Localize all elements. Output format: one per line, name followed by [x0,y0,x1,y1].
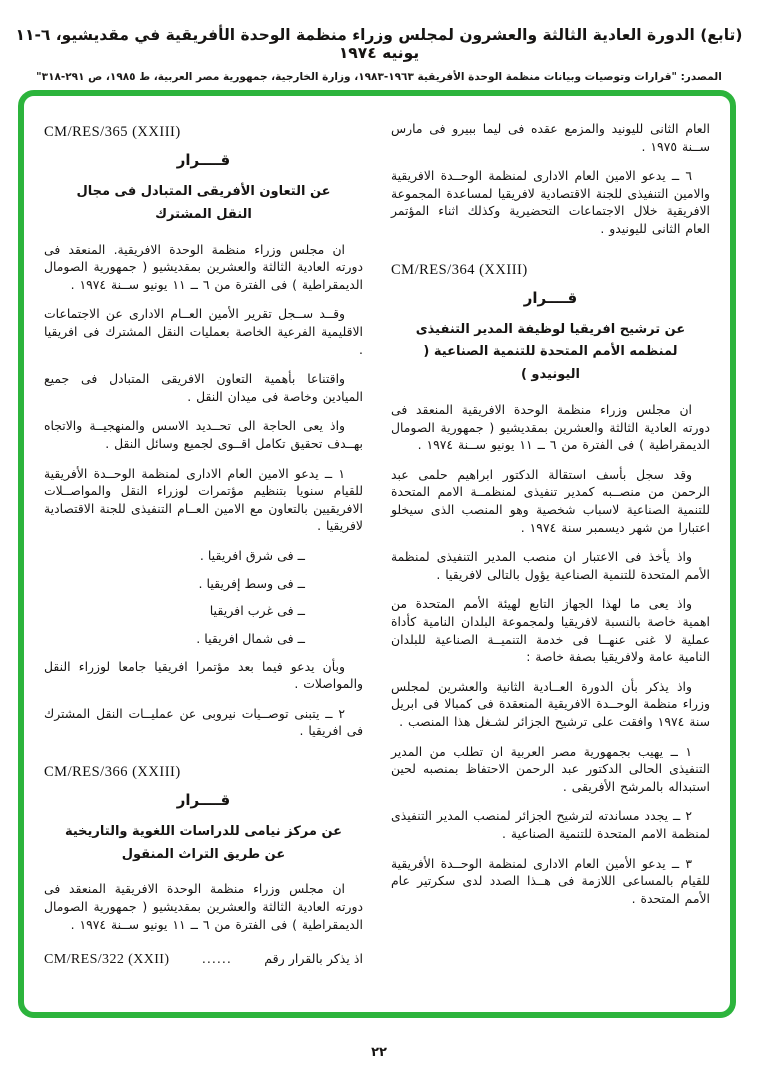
green-frame [18,90,736,1018]
paragraph: وبأن يدعو فيما بعد مؤتمرا افريقيا جامعا لوزراء النقل والمواصلات . [44,658,363,692]
paragraph: ٦ ــ يدعو الامين العام الادارى لمنظمة الوحــدة الافريقية والامين التنفيذى للجنة الاقتصادية لافريقيا لمساعدة المجموعة الافريقية خلال الاجتماعات التحضيرية وكذلك اثناء المؤتمر العام الثانى لليونيدو . [391,168,710,237]
list-item: ــ فى وسط إفريقيا . [198,575,305,591]
paragraph: واذ يذكر بأن الدورة العــادية الثانية والعشرين لمجلس وزراء منظمة الوحــدة الافريقية المنعقدة فى كمبالا فى ابريل سنة ١٩٧٤ وافقت على ترشيح الجزائر لشـغل هذا المنصب . [391,678,710,730]
resolution-subtitle: عن ترشيح افريقيا لوظيفة المدير التنفيذى لمنظمه الأمم المتحدة للتنمية الصناعية ( اليونيدو ) [415,321,686,383]
ellipsis-dots: ...... [201,951,232,967]
paragraph: ٣ ــ يدعو الأمين العام الادارى لمنظمة الوحــدة الأفريقية للقيام بالمساعى اللازمة فى هــذا الصدد لدى سكرتير عام الأمم المتحدة . [391,855,710,906]
page-header [0,26,758,83]
paragraph: واذ يعى ما لهذا الجهاز التابع لهيئة الأمم المتحدة من اهمية خاصة بالنسبة لافريقيا ولمجموعة البلدان النامية كأداة عملية لا غنى عنهــا فى خدمة التنميــة الصناعية للبلدان النامية عامة ولافريقيا بصفة خاصة : [391,596,710,665]
resolution-heading: قــــرار [523,288,578,307]
resolution-heading: قــــرار [176,151,231,169]
paragraph: ١ ــ يدعو الامين العام الادارى لمنظمة الوحــدة الأفريقية للقيام سنويا بتنظيم مؤتمرات لوزراء النقل والمواصــلات الافريقيين بالتعاون مع الامين العــام التنفيذى للجنة الاقتصادية لافريقيا . [44,465,363,534]
paragraph: وقــد ســجل تقرير الأمين العــام الادارى عن الاجتماعات الاقليمية الفرعية الخاصة بعمليات النقل المشترك فى افريقيا . [44,306,363,357]
paragraph: واقتناعا بأهمية التعاون الافريقى المتبادل فى جميع الميادين وخاصة فى ميدان النقل . [44,371,363,404]
list-item: ــ فى شرق افريقيا . [199,548,305,564]
paragraph: العام الثانى لليونيد والمزمع عقده فى ليما ببيرو فى مارس ســنة ١٩٧٥ . [391,121,710,154]
resolution-subtitle: عن مركز نيامى للدراسات اللغوية والتاريخية عن طريق التراث المنقول [64,823,343,862]
resolution-code: CM/RES/322 (XXII) [44,952,170,968]
paragraph: واذ يعى الحاجة الى تحــديد الاسس والمنهجيــة والاتجاه بهــدف تحقيق تكامل اقــوى لجميع وسائل النقل . [44,418,363,451]
paragraph: ٢ ــ يتبنى توصــيات نيروبى عن عمليــات النقل المشترك فى افريقيا . [44,705,363,739]
two-column-layout [44,120,710,994]
list-item: ــ فى شمال افريقيا . [196,630,305,646]
paragraph: ان مجلس وزراء منظمة الوحدة الافريقية المنعقد فى دورته العادية الثالثة والعشرين بمقديشيو ( جمهورية الصومال الديمقراطية ) فى الفترة من ٦ ــ ١١ يونيو ســنة ١٩٧٤ . [391,401,710,453]
paragraph: ١ ــ يهيب بجمهورية مصر العربية ان تطلب من المدير التنفيذى الحالى الدكتور عبد الرحمن الاحتفاظ بمنصبه لحين استبداله بالمرشح الأفريقى . [391,743,710,794]
paragraph: وقد سجل بأسف استقالة الدكتور ابراهيم حلمى عبد الرحمن من منصــبه كمدير تنفيذى لمنظمــة الامم المتحدة للتنمية الصناعية لاسباب شخصية وهو المنصب الذى سيخلو اعتبارا من شهر ديسمبر سنة ١٩٧٤ . [391,466,710,535]
resolution-subtitle: عن التعاون الأفريقى المتبادل فى مجال النقل المشترك [76,184,331,222]
resolution-code: CM/RES/366 (XXIII) [44,763,181,780]
paragraph: ان مجلس وزراء منظمة الوحدة الافريقية المنعقد فى دورته العادية الثالثة والعشرين بمقديشيو ( جمهورية الصومال الديمقراطية ) فى الفترة من ٦ ــ ١١ يونيو ســنة ١٩٧٤ . [44,881,363,932]
resolution-code: CM/RES/365 (XXIII) [44,124,181,140]
column-right [391,120,710,994]
resolution-code: CM/RES/364 (XXIII) [391,261,528,278]
source-citation: المصدر: "قرارات وتوصيات وبيانات منظمة الوحدة الأفريقية ١٩٦٣-١٩٨٣، وزارة الخارجية، جمهورية مصر العربية، ط ١٩٨٥، ص ٢٩١-٣١٨" [36,71,722,83]
resolution-heading: قــــرار [176,790,231,809]
paragraph: واذ يأخذ فى الاعتبار ان منصب المدير التنفيذى لمنظمة الأمم المتحدة للتنمية الصناعية يؤول بالتالى لافريقيا . [391,549,710,582]
recall-text: اذ يذكر بالقرار رقم [264,951,363,967]
column-left [44,120,363,994]
paragraph: ان مجلس وزراء منظمة الوحدة الافريقية. المنعقد فى دورته العادية الثالثة والعشرين بمقديشيو ( جمهورية الصومال الديمقراطية ) فى الفترة من ٦ ــ ١١ يونيو ســنة ١٩٧٤ . [44,241,363,292]
page-number: ٢٢ [371,1045,387,1060]
session-title: (تابع) الدورة العادية الثالثة والعشرون لمجلس وزراء منظمة الوحدة الأفريقية في مقديشيو، ٦-١١ يونيه ١٩٧٤ [15,26,743,62]
paragraph: ٢ ــ يجدد مساندته لترشيح الجزائر لمنصب المدير التنفيذى لمنظمة الامم المتحدة للتنمية الصناعية . [391,808,710,842]
paragraph-with-code [44,951,363,968]
list-item: ــ فى غرب افريقيا [209,603,305,619]
